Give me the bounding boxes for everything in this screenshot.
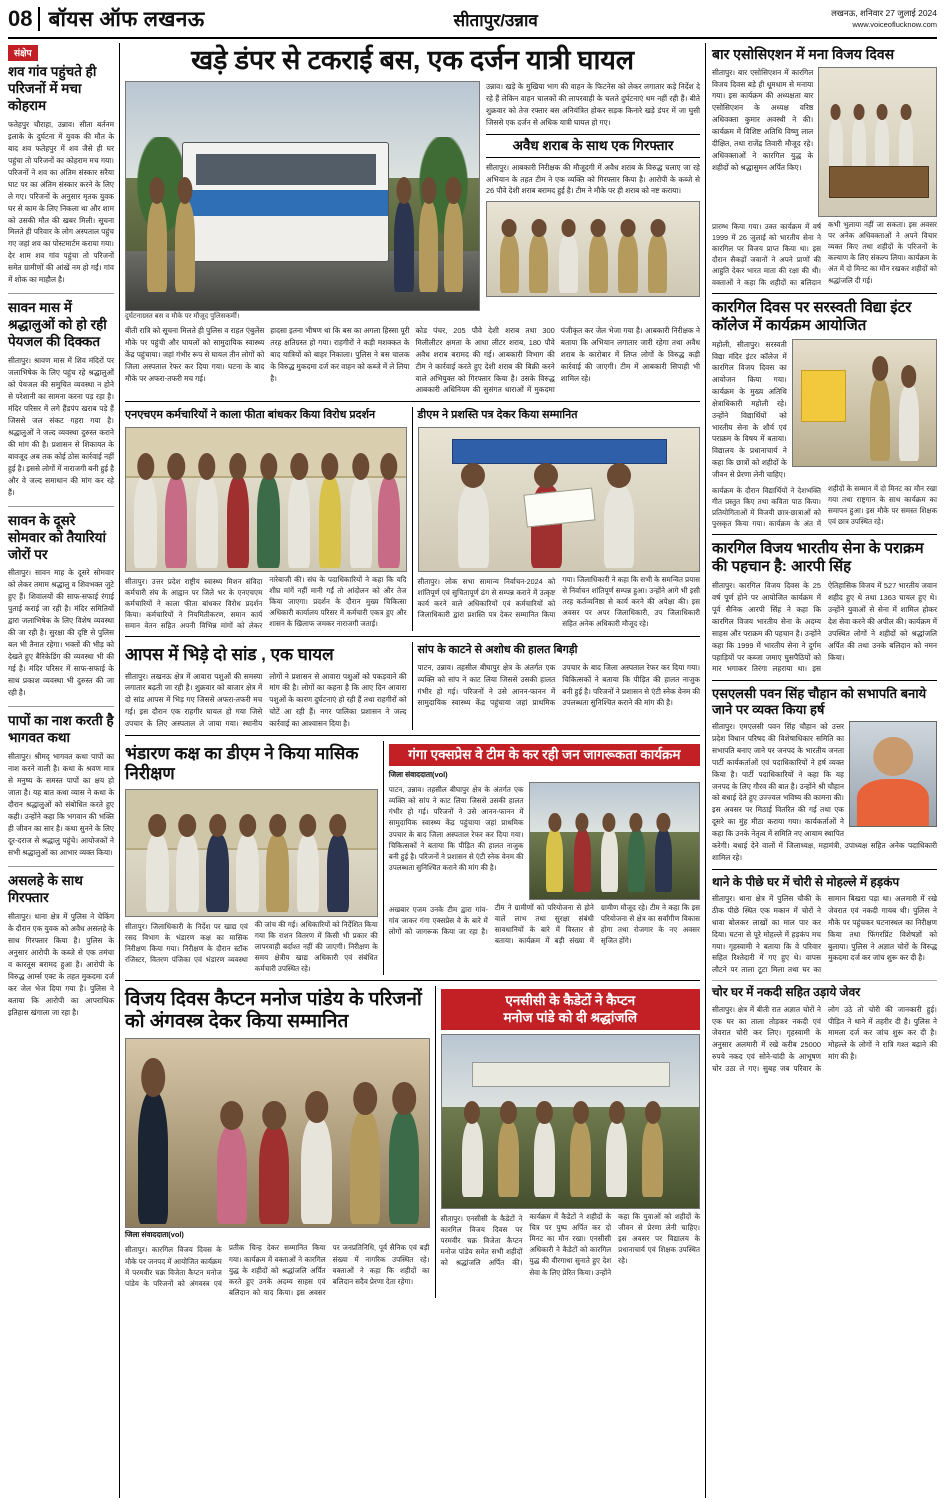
bar-body: सीतापुर। बार एसोसिएशन में कारगिल विजय दिवस बड़े ही धूमधाम से मनाया गया। इस कार्यक्रम की अध्यक्षता बार एसोसिएशन के अध्यक्ष वरिष्ठ अधिवक्ता कुमार अवस्थी ने की। कार्यक्रम में विशिष्ट अतिथि विष्णु लाल दीक्षित, तथा राजेंद्र तिवारी मौजूद रहे। अधिवक्ताओं ने कारगिल युद्ध के शहीदों को श्रद्धासुमन अर्पित किए। — [712, 67, 814, 172]
bull-body: सीतापुर। लखनऊ क्षेत्र में आवारा पशुओं की समस्या लगातार बढ़ती जा रही है। शुक्रवार को बाजार क्षेत्र में दो सांड आपस में भिड़ गए जिससे अफरा-तफरी मच गई। इस दौरान एक राहगीर घायल हो गया जिसे उपचार के लिए अस्पताल ले जाया गया। स्थानीय लोगों ने प्रशासन से आवारा पशुओं को पकड़वाने की मांग की है। लोगों का कहना है कि आए दिन आवारा पशुओं के कारण दुर्घटनाएं हो रही हैं तथा राहगीरों को चोटें आ रही हैं। नगर पालिका प्रशासन ने जल्द कार्रवाई का आश्वासन दिया है। — [125, 671, 407, 728]
nhm-headline: एनएचएम कर्मचारियों ने काला फीता बांधकर किया विरोध प्रदर्शन — [125, 409, 376, 422]
person-shape — [574, 829, 591, 892]
pawan-body: सीतापुर। एमएलसी पवन सिंह चौहान को उत्तर प्रदेश विधान परिषद की विशेषाधिकार समिति का सभापति बनाए जाने पर जनपद के भारतीय जनता पार्टी कार्यकर्ताओं एवं पदाधिकारियों ने हर्ष व्यक्त किया है। पार्टी पदाधिकारियों ने कहा कि यह जनपद के लिए गौरव की बात है। उन्होंने श्री चौहान को बधाई देते हुए उज्ज्वल भविष्य की कामना की। इस अवसर पर मिठाई वितरित की गई तथा एक दूसरे का मुंह मीठा कराया गया। कार्यकर्ताओं ने कहा कि उनके नेतृत्व में समिति नए आयाम स्थापित करेगी। बधाई देने वालों में जिलाध्यक्ष, महामंत्री, उपाध्यक्ष सहित अनेक पदाधिकारी शामिल रहे। — [712, 722, 937, 862]
lead-body-col1: उन्नाव। खड़े के मुखिया भाग की वाहन के फिटनेस को लेकर लगातार कड़े निर्देश दे रहे हैं लेकिन वाहन चालकों की लापरवाही के चलते दुर्घटनाएं थम नहीं रही हैं। बीते शुक्रवार को तेज रफ्तार बस अनियंत्रित होकर सड़क किनारे खड़े डंपर में जा घुसी जिससे एक दर्जन से अधिक यात्री घायल हो गए। — [486, 82, 700, 127]
person-shape — [227, 476, 249, 568]
rail-body: फतेहपुर चौराहा, उन्नाव। सीता बर्तनम इलाके के दुर्घटना में युवक की मौत के बाद शव फतेहपुर में शव जैसे ही घर पहुंचा तो परिजनों का कोहराम मच गया।परिजनों ने शव का अंतिम संस्कार सरैया घाट पर का अंतिम संस्कार करने के लिए ले गए। परिजनों के अनुसार मृतक युवक घर से काम के लिए निकला था और शाम को उसकी मौत की खबर मिली। सूचना मिलते ही परिवार के लोग अस्पताल पहुंच गए जहां शव का पोस्टमार्टम कराया गया। देर शाम शव गांव पहुंचा तो परिजनों समेत ग्रामीणों की आंखें नम हो गईं। गांव में शोक का माहौल है। — [8, 119, 114, 285]
bar-headline: बार एसोसिएशन में मना विजय दिवस — [712, 46, 895, 62]
liquor-caption: कोड पंचर, 205 पौवे देशी शराब तथा 300 मिलीलीटर क्षमता के आधा लीटर शराब, 180 पौवे अवैध शराब बरामद की गई। आबकारी विभाग की टीम ने कार्रवाई करते हुए देशी शराब की बिक्री करने वाले अभियुक्त को गिरफ्तार किया है। उसके विरुद्ध आबकारी अधिनियम की सुसंगत धाराओं में मुकदमा पंजीकृत कर जेल भेजा गया है। आबकारी निरीक्षक ने बताया कि अभियान लगातार जारी रहेगा तथा अवैध शराब के कारोबार में लिप्त लोगों के विरुद्ध कड़ी कार्रवाई की जाएगी। टीम में आबकारी सिपाही भी शामिल रहे। — [415, 326, 700, 395]
divider — [8, 866, 114, 867]
lead-body-col3: हादसा इतना भीषण था कि बस का अगला हिस्सा पूरी तरह क्षतिग्रस्त हो गया। राहगीरों ने कड़ी मशक्कत के बाद यात्रियों को बाहर निकाला। पुलिस ने बस चालक के विरुद्ध मुकदमा दर्ज कर वाहन को कब्जे में ले लिया है। — [270, 326, 410, 383]
liquor-seizure-photo — [486, 201, 700, 297]
army-headline-line1: कारगिल विजय भारतीय सेना के पराक्रम — [712, 540, 924, 558]
person-shape — [259, 1126, 289, 1224]
person-shape — [618, 234, 637, 292]
divider — [712, 980, 937, 981]
theft2-body: सीतापुर। क्षेत्र में बीती रात अज्ञात चोरों ने एक घर का ताला तोड़कर नकदी एवं जेवरात चोरी कर लिए। गृहस्वामी के अनुसार अलमारी में रखे करीब 25000 रुपये नकद एवं सोने-चांदी के आभूषण चोर उठा ले गए। सुबह जब परिवार के लोग उठे तो चोरी की जानकारी हुई। पीड़ित ने थाने में तहरीर दी है। पुलिस ने मामला दर्ज कर जांच शुरू कर दी है। मोहल्ले के लोगों ने रात्रि गश्त बढ़ाने की मांग की है। — [712, 1004, 937, 1073]
vijay-ncc-row — [125, 986, 700, 1299]
college-headline-line2: कॉलेज में कार्यक्रम आयोजित — [712, 316, 867, 334]
person-shape — [899, 385, 919, 461]
page-number: 08 — [8, 7, 40, 31]
person-shape — [870, 378, 890, 461]
ganga-headline: गंगा एक्सप्रेस वे टीम के कर रही जन जागरूकता कार्यक्रम — [389, 744, 700, 766]
person-shape — [604, 485, 635, 568]
pawan-headline-line1: एसएलसी पवन सिंह चौहान को सभापति — [712, 686, 897, 702]
person-shape — [147, 201, 166, 292]
person-shape — [648, 234, 667, 292]
divider — [712, 869, 937, 870]
inspection-ganga-row — [125, 741, 700, 975]
statue-shape — [138, 1092, 168, 1224]
person-shape — [319, 476, 341, 568]
pawan-portrait-photo — [849, 721, 937, 827]
dm-felicitation-photo — [418, 427, 701, 572]
ncc-headline-line1: एनसीसी के कैडेटों ने कैप्टन — [505, 992, 636, 1008]
vijay-headline-line1: विजय दिवस कैप्टन मनोज पांडेय के परिजनों — [125, 988, 422, 1010]
ncc-caption: सीतापुर। एनसीसी के कैडेटों ने कारगिल विजय दिवस पर परमवीर चक्र विजेता कैप्टन मनोज पांडेय समेत सभी शहीदों को श्रद्धांजलि अर्पित की। कार्यक्रम में कैडेटों ने शहीदों के चित्र पर पुष्प अर्पित कर दो मिनट का मौन रखा। एनसीसी अधिकारी ने कैडेटों को कारगिल युद्ध की वीरगाथा सुनाते हुए देश सेवा के लिए प्रेरित किया। उन्होंने कहा कि युवाओं को शहीदों के जीवन से प्रेरणा लेनी चाहिए। इस अवसर पर विद्यालय के प्रधानाचार्य एवं शिक्षक उपस्थित रहे। — [440, 1211, 700, 1277]
person-shape — [534, 1121, 555, 1197]
nhm-protest-photo — [125, 427, 407, 572]
vijay-felicitation-photo — [125, 1038, 430, 1228]
theft1-headline: थाने के पीछे घर में चोरी से मोहल्ले में हड़कंप — [712, 874, 900, 889]
page-grid — [8, 43, 937, 1498]
person-shape — [217, 1126, 247, 1224]
person-shape — [288, 476, 310, 568]
inspection-caption: सीतापुर। जिलाधिकारी के निर्देश पर खाद्य एवं रसद विभाग के भंडारण कक्ष का मासिक निरीक्षण किया गया। निरीक्षण के दौरान स्टॉक रजिस्टर, वितरण पंजिका एवं भंडारण व्यवस्था की जांच की गई। अधिकारियों को निर्देशित किया गया कि राशन वितरण में किसी भी प्रकार की लापरवाही बर्दाश्त नहीं की जाएगी। निरीक्षण के समय क्षेत्रीय खाद्य अधिकारी एवं संबंधित कर्मचारी उपस्थित रहे। — [125, 919, 378, 974]
storage-inspection-photo — [125, 789, 378, 917]
person-shape — [176, 834, 199, 912]
ncc-tribute-photo — [441, 1034, 701, 1209]
ganga-byline: जिला संवाददाता(vol) — [388, 769, 448, 779]
bar-association-photo — [818, 67, 937, 217]
divider — [125, 401, 700, 402]
divider — [125, 980, 700, 981]
edition-name: सीतापुर/उन्नाव — [453, 10, 538, 30]
right-column — [705, 43, 937, 1498]
person-shape — [601, 829, 618, 892]
army-headline — [712, 540, 937, 576]
divider — [712, 293, 937, 294]
rail-body: सीतापुर। थाना क्षेत्र में पुलिस ने चेकिंग के दौरान एक युवक को अवैध असलहे के साथ गिरफ्तार किया है। पुलिस के अनुसार आरोपी के कब्जे से एक तमंचा व कारतूस बरामद हुआ है। आरोपी के विरुद्ध आर्म्स एक्ट के तहत मुकदमा दर्ज कर जेल भेज दिया गया है। पुलिस ने बताया कि आरोपी का आपराधिक इतिहास खंगाला जा रहा है। — [8, 911, 114, 1017]
rail-headline: सावन मास में श्रद्धालुओं को हो रही पेयजल की दिक्कत — [8, 300, 107, 350]
portrait-head — [873, 737, 913, 777]
army-headline-line2: की पहचान है: आरपी सिंह — [712, 558, 852, 576]
dm-headline: डीएम ने प्रशस्ति पत्र देकर किया सम्मानित — [417, 409, 578, 422]
vijay-headline-line2: को अंगवस्त्र देकर किया सम्मानित — [125, 1011, 349, 1033]
main-content — [120, 43, 705, 1498]
certificate-shape — [524, 487, 596, 528]
rail-headline: असलहे के साथ गिरफ्तार — [8, 872, 83, 905]
ganga-awareness-photo — [529, 782, 701, 900]
divider — [8, 293, 114, 294]
ncc-headline — [441, 989, 701, 1030]
rail-body: सीतापुर। श्रावण मास में शिव मंदिरों पर जलाभिषेक के लिए पहुंच रहे श्रद्धालुओं को पेयजल की समुचित व्यवस्था न होने से परेशानी का सामना करना पड़ रहा है। मंदिर परिसर में लगे हैंडपंप खराब पड़े हैं जिससे जल संकट गहरा गया है। श्रद्धालुओं ने जल्द व्यवस्था दुरुस्त कराने की मांग की है। प्रशासन से शिकायत के बावजूद अब तक कोई ठोस कार्रवाई नहीं हुई है। इससे लोगों में नाराजगी बनी हुई है और वे जल्द समाधान की मांग कर रहे हैं। — [8, 356, 114, 497]
divider — [712, 680, 937, 681]
person-shape — [350, 476, 372, 568]
person-shape — [655, 829, 672, 892]
theft2-headline: चोर घर में नकदी सहित उड़ाये जेवर — [712, 985, 861, 1000]
person-shape — [297, 834, 320, 912]
website-url[interactable]: www.voiceoflucknow.com — [852, 19, 937, 29]
person-shape — [462, 1121, 483, 1197]
pawan-headline — [712, 686, 937, 717]
ncc-headline-line2: मनोज पांडे को दी श्रद्धांजलि — [503, 1010, 637, 1026]
liquor-headline: अवैध शराब के साथ एक गिरफ्तार — [486, 134, 700, 158]
college-event-photo — [792, 339, 937, 467]
nhm-dm-row — [125, 407, 700, 631]
section-tag: संक्षेप — [8, 45, 38, 61]
table-shape — [829, 166, 929, 198]
person-shape — [236, 834, 259, 912]
person-shape — [196, 476, 218, 568]
person-shape — [165, 476, 187, 568]
place-date: लखनऊ, शनिवार 27 जुलाई 2024 — [831, 8, 937, 19]
person-shape — [175, 201, 194, 292]
liquor-body: सीतापुर। आबकारी निरीक्षक की मौजूदगी में अवैध शराब के विरुद्ध चलाए जा रहे अभियान के तहत टीम ने एक व्यक्ति को गिरफ्तार किया है। आरोपी के कब्जे से 26 पौवे देशी शराब बरामद हुई है। टीम ने मौके पर ही शराब को नष्ट कराया। — [486, 162, 700, 196]
person-shape — [327, 834, 350, 912]
vijay-byline: जिला संवाददाता(vol) — [125, 1230, 184, 1240]
bus-shape — [182, 142, 389, 263]
lead-continuation — [125, 325, 700, 396]
lead-body-col2: बीती रात्रि को सूचना मिलते ही पुलिस व राहत एंबुलेंस मौके पर पहुंची और घायलों को सामुदायिक स्वास्थ्य केंद्र पहुंचाया। जहां गंभीर रूप से घायल तीन लोगों को जिला अस्पताल रेफर कर दिया गया। घटना के बाद मौके पर अफरा-तफरी मच गई। — [125, 326, 265, 383]
inspection-headline-text: भंडारण कक्ष का डीएम ने किया मासिक निरीक्षण — [125, 743, 359, 783]
person-shape — [266, 834, 289, 912]
divider — [8, 706, 114, 707]
college-headline-line1: कारगिल दिवस पर सरस्वती विद्या इंटर — [712, 298, 912, 316]
person-shape — [606, 1121, 627, 1197]
snake-body: पाटन, उन्नाव। तहसील बीघापुर क्षेत्र के अंतर्गत एक व्यक्ति को सांप ने काट लिया जिससे उसकी हालत गंभीर हो गई। परिजनों ने उसे आनन-फानन में सामुदायिक स्वास्थ्य केंद्र पहुंचाया जहां प्राथमिक उपचार के बाद जिला अस्पताल रेफर कर दिया गया। चिकित्सकों ने बताया कि पीड़ित की हालत नाजुक बनी हुई है। परिजनों ने प्रशासन से एंटी स्नेक वेनम की उपलब्धता सुनिश्चित कराने की मांग की है। — [417, 662, 700, 708]
ganga-body: पाटन, उन्नाव। तहसील बीघापुर क्षेत्र के अंतर्गत एक व्यक्ति को सांप ने काट लिया जिससे उसकी हालत गंभीर हो गई। परिजनों ने उसे आनन-फानन में सामुदायिक स्वास्थ्य केंद्र पहुंचाया जहां प्राथमिक उपचार के बाद जिला अस्पताल रेफर कर दिया गया। चिकित्सकों ने बताया कि पीड़ित की हालत नाजुक बनी हुई है। परिजनों ने प्रशासन से एंटी स्नेक वेनम की उपलब्धता सुनिश्चित कराने की मांग की है। — [388, 784, 524, 873]
ganga-caption: अखबार एजम उनके टीम द्वारा गांव-गांव जाकर गंगा एक्सप्रेस वे के बारे में लोगों को जागरूक किया जा रहा है। टीम ने ग्रामीणों को परियोजना से होने वाले लाभ तथा सुरक्षा संबंधी सावधानियों के बारे में विस्तार से बताया। कार्यक्रम में बड़ी संख्या में ग्रामीण मौजूद रहे। टीम ने कहा कि इस परियोजना से क्षेत्र का सर्वांगीण विकास होगा तथा रोजगार के नए अवसर सृजित होंगे। — [388, 902, 700, 946]
person-shape — [559, 234, 578, 292]
bar-caption: प्रारम्भ किया गया। उक्त कार्यक्रम में वर्ष 1999 में 26 जुलाई को भारतीय सेना ने कारगिल पर विजय प्राप्त किया था। इस दौरान सैकड़ों जवानों ने अपने प्राणों की आहुति देकर भारत माता की रक्षा की थी। वक्ताओं ने कहा कि शहीदों का बलिदान कभी भुलाया नहीं जा सकता। इस अवसर पर अनेक अधिवक्ताओं ने अपने विचार व्यक्त किए तथा शहीदों के परिजनों के कल्याण के लिए संकल्प लिया। कार्यक्रम के अंत में दो मिनट का मौन रखकर शहीदों को श्रद्धांजलि दी गई। — [712, 219, 937, 287]
bull-headline: आपस में भिड़े दो सांड , एक घायल — [125, 645, 334, 665]
person-shape — [206, 834, 229, 912]
lead-photo-caption: दुर्घटनाग्रस्त बस व मौके पर मौजूद पुलिसकर्मी। — [125, 313, 240, 321]
theft1-body: सीतापुर। थाना क्षेत्र में पुलिस चौकी के ठीक पीछे स्थित एक मकान में चोरों ने धावा बोलकर लाखों का माल पार कर दिया। घटना से पूरे मोहल्ले में हड़कंप मच गया। गृहस्वामी ने बताया कि वे परिवार सहित रिश्तेदारी में गए हुए थे। वापस लौटने पर ताला टूटा मिला तथा घर का सामान बिखरा पड़ा था। अलमारी में रखे जेवरात एवं नकदी गायब थी। पुलिस ने मौके पर पहुंचकर घटनास्थल का निरीक्षण किया तथा फिंगरप्रिंट विशेषज्ञों को बुलाया। पुलिस ने अज्ञात चोरों के विरुद्ध मुकदमा दर्ज कर जांच शुरू कर दी है। — [712, 894, 937, 975]
paper-name: बॉयस ऑफ लखनऊ — [48, 8, 205, 31]
college-caption: कार्यक्रम के दौरान विद्यार्थियों ने देशभक्ति गीत प्रस्तुत किए तथा कविता पाठ किया। प्रतियोगिताओं में विजयी छात्र-छात्राओं को पुरस्कृत किया गया। कार्यक्रम के अंत में शहीदों के सम्मान में दो मिनट का मौन रखा गया तथा राष्ट्रगान के साथ कार्यक्रम का समापन हुआ। इस मौके पर समस्त शिक्षक एवं छात्र उपस्थित रहे। — [712, 483, 937, 529]
divider — [8, 506, 114, 507]
pawan-headline-line2: बनाये जाने पर व्यक्त किया हर्ष — [712, 686, 927, 717]
person-shape — [444, 201, 463, 292]
bus-accident-photo — [125, 81, 480, 311]
event-banner — [452, 439, 667, 464]
person-shape — [378, 476, 400, 568]
person-shape — [498, 1121, 519, 1197]
person-shape — [257, 476, 279, 568]
vijay-headline — [125, 989, 430, 1034]
divider — [712, 534, 937, 535]
snake-headline: सांप के काटने से अशोध की हालत बिगड़ी — [417, 644, 578, 657]
college-headline — [712, 299, 937, 335]
rail-body: सीतापुर। श्रीमद् भागवत कथा पापों का नाश करने वाली है। कथा के श्रवण मात्र से मनुष्य के समस्त पापों का क्षय हो जाता है। यह बात कथा व्यास ने कथा के दौरान श्रद्धालुओं को संबोधित करते हुए कही। उन्होंने कहा कि भगवान की भक्ति ही जीवन का सार है। कथा सुनने के लिए दूर-दराज से श्रद्धालु पहुंचे। आयोजकों ने सभी श्रद्धालुओं का आभार व्यक्त किया। — [8, 752, 114, 857]
person-shape — [394, 201, 413, 292]
person-shape — [350, 1111, 380, 1224]
person-shape — [146, 834, 169, 912]
lead-block — [125, 81, 700, 321]
rail-headline: पापों का नाश करती है भागवत कथा — [8, 713, 114, 746]
person-shape — [642, 1121, 663, 1197]
person-shape — [500, 234, 519, 292]
army-body: सीतापुर। कारगिल विजय दिवस के 25 वर्ष पूर्ण होने पर आयोजित कार्यक्रम में पूर्व सैनिक आरपी सिंह ने कहा कि कारगिल विजय भारतीय सेना के अदम्य साहस और पराक्रम की पहचान है। उन्होंने कहा कि 1999 में भारतीय सेना ने दुर्गम पहाड़ियों पर कब्जा जमाए घुसपैठियों को मार भगाकर तिरंगा लहराया था। इस ऐतिहासिक विजय में 527 भारतीय जवान शहीद हुए थे तथा 1363 घायल हुए थे। उन्होंने युवाओं से सेना में शामिल होकर देश सेवा करने की अपील की। कार्यक्रम में उपस्थित लोगों ने शहीदों को श्रद्धांजलि अर्पित की तथा उनके बलिदान को नमन किया। — [712, 581, 937, 674]
person-shape — [628, 829, 645, 892]
vijay-caption: सीतापुर। कारगिल विजय दिवस के मौके पर जनपद में आयोजित कार्यक्रम में परमवीर चक्र विजेता कैप्टन मनोज पांडेय के परिजनों को अंगवस्त्र एवं प्रतीक चिन्ह देकर सम्मानित किया गया। कार्यक्रम में वक्ताओं ने कारगिल युद्ध के शहीदों को श्रद्धांजलि अर्पित करते हुए उनके अदम्य साहस एवं बलिदान को याद किया। इस अवसर पर जनप्रतिनिधि, पूर्व सैनिक एवं बड़ी संख्या में नागरिक उपस्थित रहे। वक्ताओं ने कहा कि शहीदों का बलिदान सदैव प्रेरणा देता रहेगा। — [125, 1243, 430, 1298]
person-shape — [134, 476, 156, 568]
person-shape — [301, 1118, 331, 1223]
inspection-headline — [125, 744, 378, 784]
person-shape — [589, 234, 608, 292]
divider — [125, 636, 700, 637]
event-banner — [472, 1062, 670, 1086]
person-shape — [529, 234, 548, 292]
masthead — [8, 4, 937, 39]
person-shape — [419, 201, 438, 292]
lead-headline: खड़े डंपर से टकराई बस, एक दर्जन यात्री घायल — [191, 45, 634, 75]
person-shape — [458, 485, 489, 568]
bull-snake-row — [125, 642, 700, 729]
nhm-caption: सीतापुर। उत्तर प्रदेश राष्ट्रीय स्वास्थ्य मिशन संविदा कर्मचारी संघ के आह्वान पर जिले भर के एनएचएम कर्मचारियों ने काला फीता बांधकर विरोध प्रदर्शन किया। कर्मचारियों ने नियमितीकरण, समान कार्य समान वेतन सहित अपनी विभिन्न मांगों को लेकर नारेबाजी की। संघ के पदाधिकारियों ने कहा कि यदि शीघ्र मांगें नहीं मानी गईं तो आंदोलन को और तेज किया जाएगा। प्रदर्शन के दौरान मुख्य चिकित्सा अधिकारी कार्यालय परिसर में कर्मचारी एकत्र हुए और शासन के खिलाफ जमकर नाराजगी जताई। — [125, 574, 407, 631]
rail-headline: शव गांव पहुंचते ही परिजनों में मचा कोहराम — [8, 64, 97, 113]
dm-caption: सीतापुर। लोक सभा सामान्य निर्वाचन-2024 को शांतिपूर्ण एवं सुचितापूर्ण ढंग से सम्पन्न कराने में उत्कृष्ट कार्य करने वाले अधिकारियों एवं कर्मचारियों को जिलाधिकारी द्वारा प्रशस्ति पत्र देकर सम्मानित किया गया। जिलाधिकारी ने कहा कि सभी के समन्वित प्रयास से निर्वाचन शांतिपूर्ण सम्पन्न हुआ। उन्होंने आगे भी इसी तरह कर्तव्यनिष्ठा से कार्य करने की अपेक्षा की। इस अवसर पर अपर जिलाधिकारी, उप जिलाधिकारी सहित अनेक अधिकारी मौजूद रहे। — [417, 574, 700, 629]
person-shape — [570, 1121, 591, 1197]
dateline — [787, 8, 937, 30]
event-banner — [801, 370, 846, 422]
person-shape — [389, 1111, 419, 1224]
portrait-torso — [857, 779, 929, 827]
left-rail — [8, 43, 120, 1498]
person-shape — [546, 829, 563, 892]
college-body: महोली, सीतापुर। सरस्वती विद्या मंदिर इंटर कॉलेज में कारगिल विजय दिवस का आयोजन किया गया। कार्यक्रम के मुख्य अतिथि क्षेत्राधिकारी महोली रहे। उन्होंने विद्यार्थियों को भारतीय सेना के शौर्य एवं पराक्रम के विषय में बताया। विद्यालय के प्रधानाचार्य ने कहा कि छात्रों को शहीदों के जीवन से प्रेरणा लेनी चाहिए। — [712, 339, 787, 480]
rail-body: सीतापुर। सावन माह के दूसरे सोमवार को लेकर तमाम श्रद्धालु व शिवभक्त जुटे हुए हैं। शिवालयों की साफ-सफाई रंगाई पुताई कराई जा रही है। मंदिर समितियों द्वारा जलाभिषेक के लिए विशेष व्यवस्था की जा रही है। सुरक्षा की दृष्टि से पुलिस बल भी तैनात रहेगा। भक्तों की भीड़ को देखते हुए बैरिकेडिंग की व्यवस्था भी की गई है। मंदिर परिसर में साफ-सफाई के साथ प्रकाश व्यवस्था भी दुरुस्त की जा रही है। — [8, 568, 114, 698]
rail-headline: सावन के दूसरे सोमवार को तैयारियां जोरों पर — [8, 512, 106, 562]
divider — [125, 735, 700, 736]
